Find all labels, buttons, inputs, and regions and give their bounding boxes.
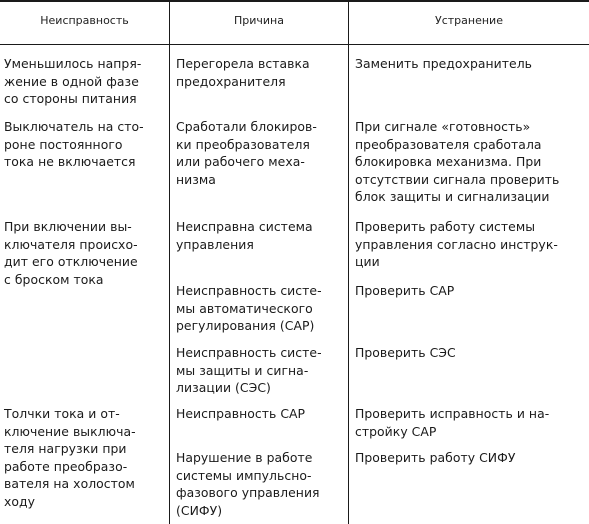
cause-cell: Нарушение в работе системы импульсно- фазового управления (СИФУ)	[176, 450, 320, 518]
fix-cell: При сигнале «готовность» преобразователя сработала блокировка механизма. При отсутствии сигнала проверить блок защиты и сигнализации	[355, 119, 560, 205]
header-cause: Причина	[234, 14, 284, 27]
table-header-rule	[0, 44, 589, 45]
header-fix: Устранение	[435, 14, 503, 27]
fault-cell: Толчки тока и от- ключение выключа- теля нагрузки при работе преобразо- вателя на холостом ходу	[4, 406, 136, 509]
fix-cell: Проверить исправность и на- стройку САР	[355, 406, 550, 439]
fault-cell: При включении вы- ключателя происхо- дит его отключение с броском тока	[4, 219, 138, 287]
cause-cell: Неисправность систе- мы автоматического регулирования (САР)	[176, 283, 322, 334]
cause-cell: Неисправность систе- мы защиты и сигна- лизации (СЭС)	[176, 345, 322, 396]
fault-cell: Уменьшилось напря- жение в одной фазе со стороны питания	[4, 56, 142, 107]
column-divider-2	[348, 0, 349, 524]
table-top-rule	[0, 0, 589, 2]
cause-cell: Сработали блокиров- ки преобразователя или рабочего меха- низма	[176, 119, 317, 187]
cause-cell: Неисправность САР	[176, 406, 306, 421]
fix-cell: Проверить работу СИФУ	[355, 450, 516, 465]
cause-cell: Перегорела вставка предохранителя	[176, 56, 310, 89]
fix-cell: Проверить СЭС	[355, 345, 456, 360]
fix-cell: Заменить предохранитель	[355, 56, 533, 71]
fault-cell: Выключатель на сто- роне постоянного тока не включается	[4, 119, 144, 170]
column-divider-1	[169, 0, 170, 524]
fix-cell: Проверить работу системы управления согласно инструк- ции	[355, 219, 558, 270]
fix-cell: Проверить САР	[355, 283, 455, 298]
header-fault: Неисправность	[40, 14, 129, 27]
cause-cell: Неисправна система управления	[176, 219, 313, 252]
